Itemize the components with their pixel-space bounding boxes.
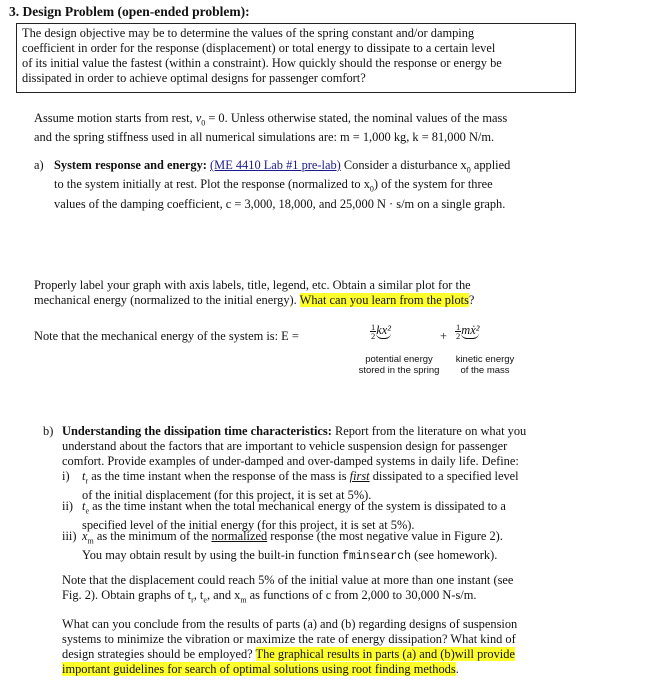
objective-line: of its initial value the fastest (within a constraint). How quickly should the response or energy be <box>22 56 502 70</box>
fraction-half: $\frac{1}{2}$ <box>371 322 376 341</box>
energy-note-text: Note that the mechanical energy of the system is: E = <box>34 329 299 343</box>
displacement-note: Note that the displacement could reach 5% of the initial value at more than one instant (see Fig. 2). Obtain graphs of $t_r$, $t_e$, and $x_m$ as functions of c from 2,000 to 30,000 N-s/m. <box>62 573 514 605</box>
item-iii-label: iii) <box>62 529 77 543</box>
page-title: 3. Design Problem (open-ended problem): <box>9 4 250 19</box>
part-b-label: b) <box>43 424 54 438</box>
highlight: The graphical results in parts (a) and (b)will provide <box>255 647 515 661</box>
fraction-half: $\frac{1}{2}$ <box>456 322 461 341</box>
code-fminsearch: fminsearch <box>341 550 411 564</box>
part-b-paragraph: Understanding the dissipation time characteristics: Report from the literature on what you understand about the factors that are important to vehicle suspension design for passenger comfort. Provide examples of under-damped and over-damped systems in daily life. Define: <box>62 424 527 468</box>
kinetic-energy-caption: kinetic energy of the mass <box>455 354 515 376</box>
objective-line: dissipated in order to achieve optimal designs for passenger comfort? <box>22 71 366 85</box>
lab-link[interactable]: (ME 4410 Lab #1 pre-lab) <box>210 158 341 172</box>
potential-energy-caption: potential energy stored in the spring <box>358 354 440 376</box>
objective-box <box>16 23 576 93</box>
potential-energy-term: $\frac{1}{2}$ kx² <box>371 322 391 341</box>
plus-sign: + <box>440 329 447 343</box>
item-ii-label: ii) <box>62 499 74 513</box>
graph-label-paragraph: Properly label your graph with axis labels, title, legend, etc. Obtain a similar plot for the mechanical energy (normalized to the initial energy). What can you learn from the plots? <box>34 278 475 307</box>
conclusion-paragraph: What can you conclude from the results of parts (a) and (b) regarding designs of suspension systems to minimize the vibration or maximize the rate of energy dissipation? What kind of design strategies should be employed? The graphical results in parts (a) and (b)will provide important guidelines for search of optimal solutions using root finding methods. <box>62 617 518 676</box>
item-i: $t_r$ as the time instant when the response of the mass is first dissipated to a specified level of the initial displacement (for this project, it is set at 5%). <box>82 469 519 503</box>
objective-line: The design objective may be to determine the values of the spring constant and/or damping <box>22 26 475 40</box>
highlight: What can you learn from the plots <box>299 293 469 307</box>
item-i-label: i) <box>62 469 70 483</box>
assumption-paragraph: Assume motion starts from rest, $v_0 = 0$. Unless otherwise stated, the nominal values of the mass and the spring stiffness used in all numerical simulations are: m = 1,000 kg, k = 81,000 N/m. <box>34 111 508 145</box>
kinetic-energy-term: $\frac{1}{2}$ mẋ² <box>456 322 480 341</box>
objective-line: coefficient in order for the response (displacement) or total energy to dissipate to a certain level <box>22 41 496 55</box>
part-a-label: a) <box>34 158 44 172</box>
item-ii: $t_e$ as the time instant when the total mechanical energy of the system is dissipated to a specified level of the initial energy (for this project, it is set at 5%). <box>82 499 506 533</box>
part-a-paragraph: System response and energy: (ME 4410 Lab #1 pre-lab) Consider a disturbance $x_0$ applied to the system initially at rest. Plot the response (normalized to $x_0$) of the system for three values of the damping coefficient, c = 3,000, 18,000, and 25,000 N · s/m on a single graph. <box>54 158 511 211</box>
highlight: important guidelines for search of optimal solutions using root finding methods <box>62 662 456 676</box>
item-iii: $x_m$ as the minimum of the normalized response (the most negative value in Figure 2). You may obtain result by using the built-in function fminsearch (see homework). <box>82 529 503 564</box>
